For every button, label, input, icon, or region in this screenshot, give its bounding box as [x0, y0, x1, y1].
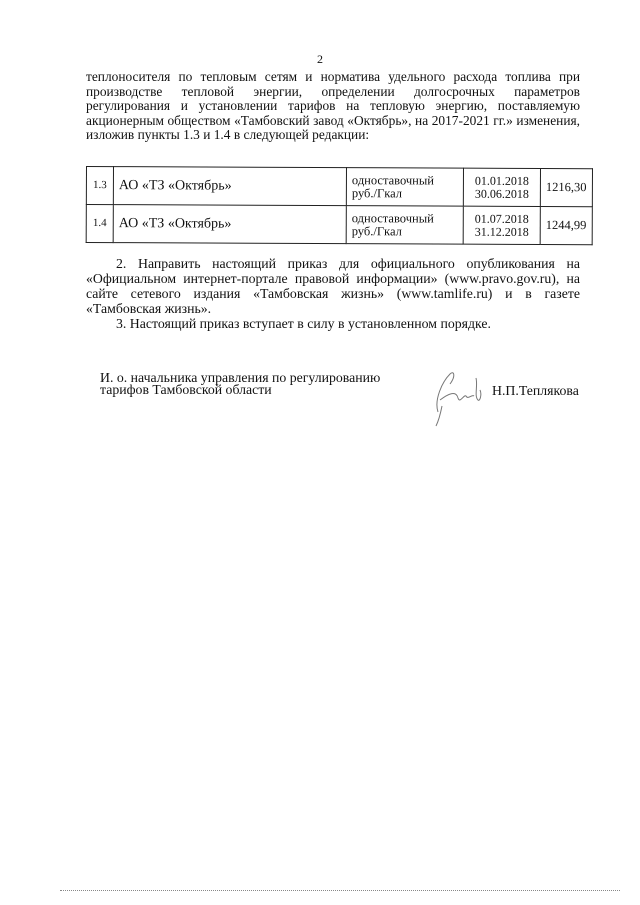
- intro-paragraph: [86, 70, 580, 143]
- tariff-type-label: одноставочный: [351, 172, 435, 188]
- signatory-position: [100, 372, 380, 396]
- table-row: [86, 167, 592, 207]
- closing-paragraphs: [86, 256, 580, 331]
- tariff-type-label: одноставочный: [351, 210, 434, 226]
- page-number: 2: [317, 52, 323, 66]
- date-from: 01.07.2018: [474, 211, 529, 226]
- row-number: 1.4: [86, 205, 113, 243]
- organization: АО «ТЗ «Октябрь»: [113, 205, 346, 244]
- table-row: [86, 205, 592, 245]
- intro-text: теплоносителя по тепловым сетям и норматива удельного расхода топлива при производстве тепловой энергии, определении долгосрочных параметров регулирования и установлении тарифов на тепловую энергию, поставляемую акционерным обществом «Тамбовский завод «Октябрь», на 2017-2021 гг.» изменения, изложив пункты 1.3 и 1.4 в следующей редакции:: [86, 69, 580, 143]
- period: [463, 168, 540, 206]
- tariff-value: 1244,99: [540, 206, 592, 244]
- scan-edge-artifact: [60, 890, 620, 891]
- signatory-name: Н.П.Теплякова: [492, 383, 579, 398]
- position-line-1: И. о. начальника управления по регулированию: [100, 370, 381, 385]
- row-number: 1.3: [86, 167, 113, 205]
- organization: АО «ТЗ «Октябрь»: [113, 167, 346, 206]
- date-to: 31.12.2018: [474, 224, 529, 239]
- paragraph-2: 2. Направить настоящий приказ для официального опубликования на «Официальном интернет-портале правовой информации» (www.pravo.gov.ru), на сайте сетевого издания «Тамбовская жизнь» (www.tamlife.ru) и в газете «Тамбовская жизнь».: [86, 256, 580, 316]
- date-from: 01.01.2018: [474, 173, 529, 188]
- tariff-value: 1216,30: [540, 168, 592, 206]
- date-to: 30.06.2018: [474, 186, 529, 201]
- tariff-unit: руб./Гкал: [351, 223, 402, 238]
- tariff-type: [346, 206, 463, 245]
- position-line-2: тарифов Тамбовской области: [100, 382, 272, 397]
- period: [463, 206, 540, 244]
- handwritten-signature: [420, 360, 490, 430]
- paragraph-3: 3. Настоящий приказ вступает в силу в установленном порядке.: [116, 316, 491, 331]
- tariff-unit: руб./Гкал: [351, 185, 403, 200]
- tariff-table: [86, 166, 593, 245]
- tariff-type: [346, 168, 463, 207]
